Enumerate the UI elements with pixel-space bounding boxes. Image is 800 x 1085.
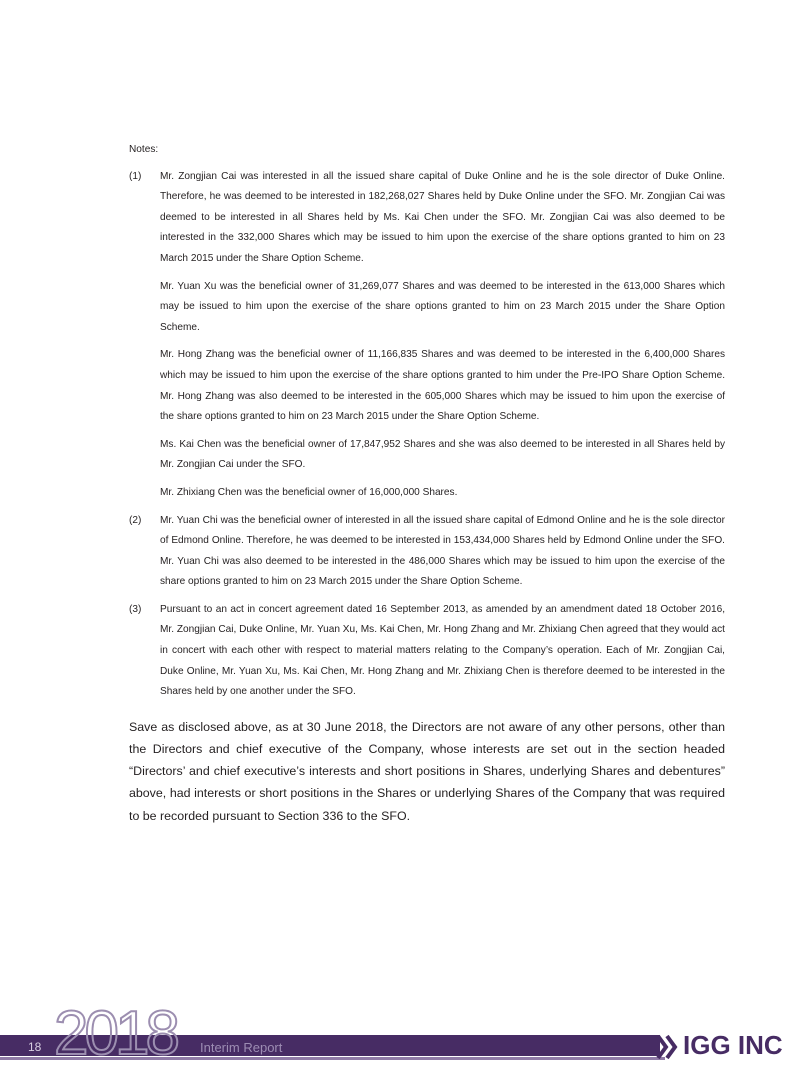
note-paragraph: Ms. Kai Chen was the beneficial owner of 17,847,952 Shares and she was also deemed to be interested in all Shares held by Mr. Zongjian Cai under the SFO.: [160, 438, 725, 471]
note-1: [129, 167, 725, 511]
year-logo: 2018: [54, 999, 176, 1068]
note-number: (3): [129, 603, 142, 615]
note-paragraph: Mr. Hong Zhang was the beneficial owner of 11,166,835 Shares and was deemed to be interested in the 6,400,000 Shares which may be issued to him upon the exercise of the share options granted to him under the Pre-IPO Share Option Scheme. Mr. Hong Zhang was also deemed to be interested in the 605,000 Shares which may be issued to him upon the exercise of the share options granted to him on 23 March 2015 under the Share Option Scheme.: [160, 349, 725, 423]
note-paragraph: Mr. Yuan Chi was the beneficial owner of interested in all the issued share capital of Edmond Online and he is the sole director of Edmond Online. Therefore, he was deemed to be interested in 153,434,000 Shares held by Edmond Online under the SFO. Mr. Yuan Chi was also deemed to be interested in the 486,000 Shares which may be issued to him upon the exercise of the share options granted to him on 23 March 2015 under the Share Option Scheme.: [160, 514, 725, 588]
note-2: [129, 511, 725, 600]
note-3: [129, 600, 725, 710]
notes-title: Notes:: [129, 144, 159, 155]
note-paragraph: Mr. Zongjian Cai was interested in all the issued share capital of Duke Online and he is the sole director of Duke Online. Therefore, he was deemed to be interested in 182,268,027 Shares held by Duke Online under the SFO. Mr. Zongjian Cai was deemed to be interested in all Shares held by Ms. Kai Chen under the SFO. Mr. Zongjian Cai was also deemed to be interested in the 332,000 Shares which may be issued to him upon the exercise of the share options granted to him on 23 March 2015 under the Share Option Scheme.: [160, 170, 725, 264]
page-number: 18: [28, 1040, 42, 1054]
note-number: (2): [129, 514, 142, 526]
note-paragraph: Mr. Zhixiang Chen was the beneficial owner of 16,000,000 Shares.: [160, 486, 458, 498]
page-content: [129, 140, 725, 827]
note-paragraph: Mr. Yuan Xu was the beneficial owner of 31,269,077 Shares and was deemed to be interested in the 613,000 Shares which may be issued to him upon the exercise of the share options granted to him on 23 March 2015 under the Share Option Scheme.: [160, 280, 725, 333]
notes-section: [129, 140, 725, 710]
report-label: Interim Report: [200, 1040, 283, 1055]
chevron-right-icon: [655, 1034, 681, 1060]
note-paragraph: Pursuant to an act in concert agreement dated 16 September 2013, as amended by an amendment dated 18 October 2016, Mr. Zongjian Cai, Duke Online, Mr. Yuan Xu, Ms. Kai Chen, Mr. Hong Zhang and Mr. Zhixiang Chen agreed that they would act in concert with each other with respect to material matters relating to the Company’s operation. Each of Mr. Zongjian Cai, Duke Online, Mr. Yuan Xu, Ms. Kai Chen, Mr. Hong Zhang and Mr. Zhixiang Chen is therefore deemed to be interested in the Shares held by one another under the SFO.: [160, 603, 725, 698]
company-logo: IGG INC: [683, 1030, 783, 1060]
summary-paragraph: Save as disclosed above, as at 30 June 2018, the Directors are not aware of any other persons, other than the Directors and chief executive of the Company, whose interests are set out in the section headed “Directors’ and chief executive’s interests and short positions in Shares, underlying Shares and debentures” above, had interests or short positions in the Shares or underlying Shares of the Company that was required to be recorded pursuant to Section 336 to the SFO.: [129, 719, 725, 823]
note-number: (1): [129, 170, 142, 182]
